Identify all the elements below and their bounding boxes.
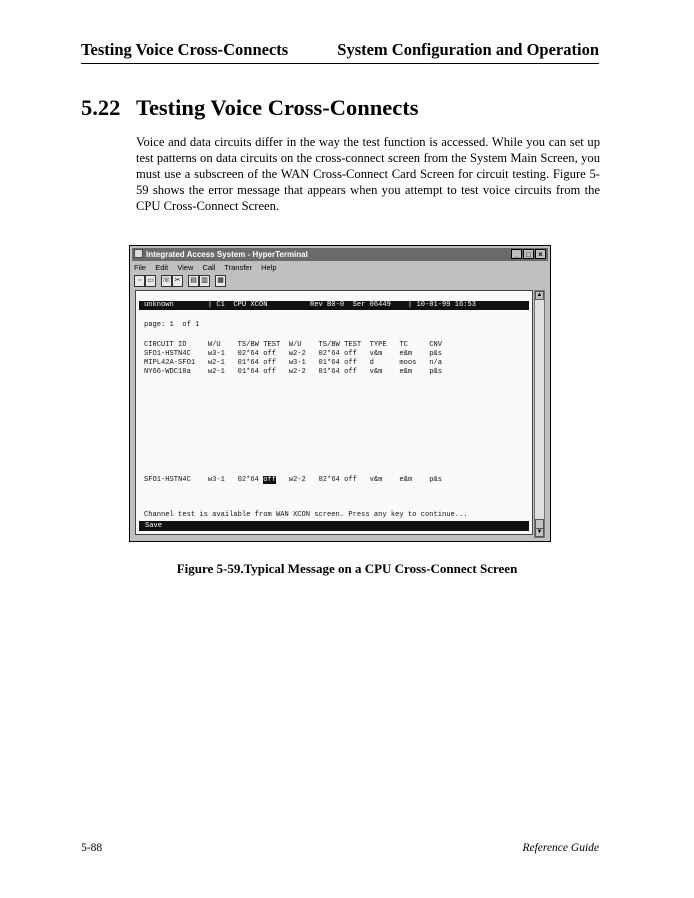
receive-icon[interactable]: ▥: [199, 275, 210, 287]
figure-caption: Figure 5-59.Typical Message on a CPU Cross-Connect Screen: [176, 561, 518, 576]
test-field-cursor[interactable]: off: [263, 476, 276, 484]
disconnect-icon[interactable]: ✂: [172, 275, 183, 287]
terminal-row: SFO1-HSTN4C w3-1 02*64 off w2-2 02*64 off v&m e&m p&s: [144, 350, 442, 358]
page-number: 5-88: [81, 842, 103, 854]
new-icon[interactable]: ▫: [134, 275, 145, 287]
running-header-left: Testing Voice Cross-Connects: [81, 40, 289, 59]
properties-icon[interactable]: ▦: [215, 275, 226, 287]
window-title: Integrated Access System - HyperTerminal: [146, 250, 308, 259]
maximize-button[interactable]: □: [523, 249, 534, 259]
header-rule: [81, 63, 599, 64]
terminal-row: NY66-WDC18a w2-1 01*64 off w2-2 01*64 off v&m e&m p&s: [144, 368, 442, 376]
scroll-up-arrow-icon[interactable]: ▲: [536, 292, 543, 298]
terminal-status-line: unknown | C1 CPU XCON Rev B0-0 Ser 06449 | 10-01-99 16:53: [139, 301, 529, 310]
running-header-right: System Configuration and Operation: [337, 40, 599, 59]
menu-bar: [134, 262, 284, 273]
terminal-edit-line: [144, 476, 442, 485]
section-number: 5.22: [81, 95, 121, 120]
section-title: Testing Voice Cross-Connects: [136, 95, 419, 120]
menu-transfer[interactable]: Transfer: [224, 263, 252, 272]
menu-view[interactable]: View: [177, 263, 194, 272]
vertical-scrollbar[interactable]: [534, 290, 545, 538]
section-heading: [81, 95, 419, 121]
hyperterminal-window: [129, 245, 551, 542]
menu-help[interactable]: Help: [261, 263, 277, 272]
app-icon: [134, 249, 143, 258]
minimize-button[interactable]: _: [511, 249, 522, 259]
edit-line-prefix: SFO1-HSTN4C w3-1 02*64: [144, 476, 264, 484]
terminal-row: MIPL42A-SFO1 w2-1 01*64 off w3-1 01*64 off d moos n/a: [144, 359, 442, 367]
menu-file[interactable]: File: [134, 263, 147, 272]
body-paragraph: Voice and data circuits differ in the way the test function is accessed. While you can set up test patterns on data circuits on the cross-connect screen from the System Main Screen, you must use a subscreen of the WAN Cross-Connect Card Screen for circuit testing. Figure 5-59 shows the error message that appears when you attempt to test voice circuits from the CPU Cross-Connect Screen.: [136, 135, 600, 213]
save-command-bar: [139, 521, 529, 531]
menu-call[interactable]: Call: [202, 263, 216, 272]
close-button[interactable]: ×: [535, 249, 546, 259]
window-titlebar[interactable]: [132, 248, 548, 261]
send-icon[interactable]: ▤: [188, 275, 199, 287]
edit-line-suffix: w2-2 02*64 off v&m e&m p&s: [275, 476, 443, 484]
save-command[interactable]: Save: [145, 522, 163, 530]
terminal-page-line: page: 1 of 1: [144, 321, 200, 329]
terminal-message-line: Channel test is available from WAN XCON screen. Press any key to continue...: [144, 511, 468, 519]
dial-icon[interactable]: ☏: [161, 275, 172, 287]
footer-title: Reference Guide: [522, 842, 599, 854]
terminal-screen[interactable]: [135, 290, 533, 535]
terminal-column-headers: CIRCUIT ID W/U TS/BW TEST W/U TS/BW TEST TYPE TC CNV: [144, 341, 442, 349]
toolbar: [134, 275, 226, 289]
window-controls: [510, 249, 546, 262]
menu-edit[interactable]: Edit: [155, 263, 169, 272]
open-icon[interactable]: ▭: [145, 275, 156, 287]
scroll-down-arrow-icon[interactable]: ▼: [536, 529, 543, 535]
